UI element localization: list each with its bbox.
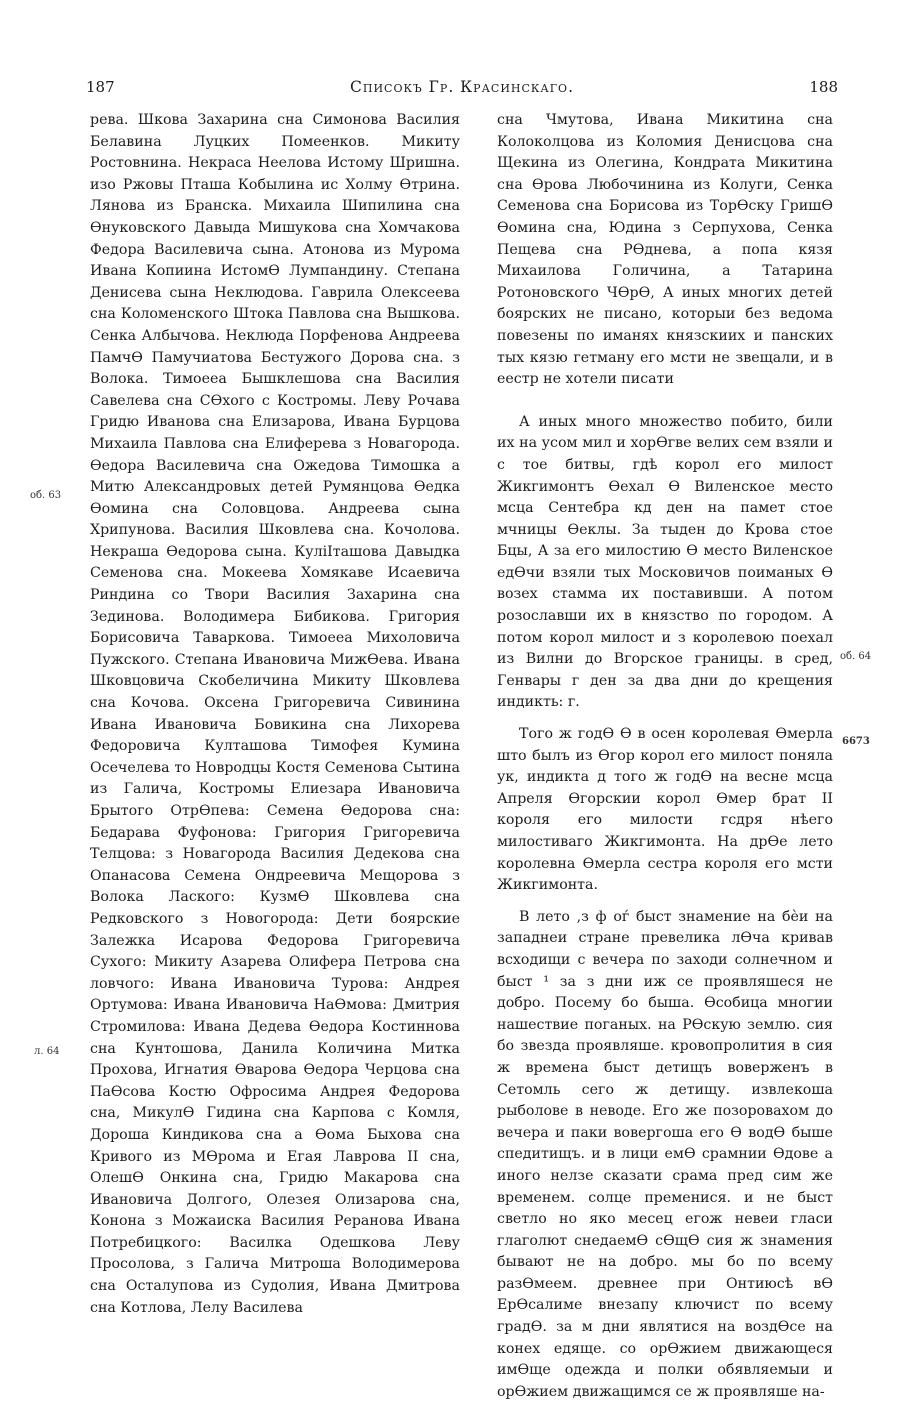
page-number-left: 187 (86, 78, 115, 96)
margin-note-folio: об. 63 (30, 490, 62, 501)
page-number-right: 188 (809, 78, 838, 96)
margin-note-folio: л. 64 (34, 1046, 60, 1057)
paragraph: А иных много множество побито, били их на усом мил и хорӨгве велих сем взяли и с тое битвы, гдѣ корол его милост Жикгимонтъ Өехал Ө Виленское место мсца Сентебра кд ден на памет стое мчницы Өеклы. За тыден до Крова стое Бцы, А за его милостию Ө место Виленское едӨчи взяли тых Московичов поиманых Ө возех стамма их поставивши. А потом розославши их в князство по городом. А потом корол милост и з королевою поехал из Вилни до Вгорское границы. в сред, Генвары г ден за два дни до крещения индикть: г. (497, 413, 833, 711)
right-column (497, 110, 833, 1403)
page-header (86, 74, 838, 100)
margin-note-folio: об. 64 (840, 651, 872, 662)
paragraph: рева. Шкова Захарина сна Симонова Василия Белавина Луцких Помеенков. Микиту Ростовнина. Некраса Неелова Истому Шришна. изо Ржовы Пташа Кобылина ис Холму Өтрина. Лянова из Бранска. Михаила Шипилина сна Өнуковского Давыда Мишукова сна Хомчакова Федора Василевича сына. Атонова из Мурома Ивана Копиина ИстомӨ Лумпандину. Степана Денисева сына Неклюдова. Гаврила Олексеева сна Коломенского Штока Павлова сна Вышкова. Сенка Албычова. Неклюда Порфенова Андреева ПамчӨ Памучиатова Бестужого Дорова сна. з Волока. Тимоееа Бышклешова сна Василия Савелева сна СӨхого с Костромы. Леву Рочава Гридю Иванова сна Елизарова, Ивана Бурцова Михаила Павлова сна Елиферева з Новагорода. Өедора Василевича сна Ожедова Тимошка а Митю Александровых детей Румянцова Өедка Өомина сна Соловцова. Андреева сына Хрипунова. Василия Шковлева сна. Кочолова. Некраша Өедорова сына. КуліІташова Давыдка Семенова сна. Мокеева Хомякаве Исаевича Риндина со Твори Василия Захарина сна Зединова. Володимера Бибикова. Григория Борисовича Таваркова. Тимоееа Михоловича Пужского. Степана Ивановича МижӨева. Ивана Шковцовича Скобеличина Микиту Шковлева сна Кочова. Оксена Григоревича Сивинина Ивана Ивановича Бовикина сна Лихорева Федоровича Култашова Тимофея Кумина Осечелева то Новродцы Костя Семенова Сытина из Галича, Костромы Елиезара Ивановича Брытого ОтрӨпева: Семена Өедорова сна: Бедарава Фуфонова: Григория Григоревича Телцова: з Новагорода Василия Дедекова сна Опанасова Семена Ондреевича Мещорова з Волока Лаского: КузмӨ Шковлева сна Редковского з Новогорода: Дети боярские Залежка Исарова Федорова Григоревича Сухого: Микиту Азарева Олифера Петрова сна ловчого: Ивана Ивановича Турова: Андрея Ортумова: Ивана Ивановича НаӨмова: Дмитрия Стромилова: Ивана Дедева Өедора Костиннова сна Кунтошова, Данила Количина Митка Прохова, Игнатия Өварова Өедора Черцова сна ПаӨсова Костю Офросима Андрея Федорова сна, МикулӨ Гидина сна Карпова с Комля, Дороша Киндикова сна а Өома Быхова сна Кривого из МӨрома и Егая Лаврова ІІ сна, ОлешӨ Онкина сна, Гридю Макарова сна Ивановича Долгого, Олезея Олизарова сна, Конона з Можаиска Василия Реранова Ивана Потребицкого: Василка Одешкова Леву Просолова, з Галича Митроша Володимерова сна Осталупова из Судолия, Ивана Дмитрова сна Котлова, Лелу Василева (90, 112, 460, 1316)
paragraph: сна Чмутова, Ивана Микитина сна Колоколцова из Коломия Денисцова сна Щекина из Олегина, Кондрата Микитина сна Өрова Любочинина из Колуги, Сенка Семенова сна Борисова из ТорӨску ГришӨ Өомина сна, Юдина з Серпухова, Сенка Пещева сна РӨднева, а попа кязя Михаилова Голичина, а Татарина Ротоновского ЧӨрӨ, А иных многих детей боярских не писано, которыи без ведома повезены по иманях князскиих и панских тых кязю гетману его мсти не звещали, и в еестр не хотели писати (497, 112, 833, 388)
paragraph: Того ж годӨ Ө в осен королевая Өмерла што былъ из Өгор корол его милост поняла ук, индикта д того ж годӨ на весне мсца Апреля Өгорскии корол Өмер брат ІІ короля его милости гсдря нѣего милостиваго Жикгимонта. На дрӨе лето королевна Өмерла сестра короля его мсти Жикгимонта. (497, 726, 833, 894)
paragraph: В лето ,з ф оѓ быст знамение на бѐи на западнеи стране превелика лӨча кривав всходищи с вечера по заходи солнечном и быст ¹ за з дни иж се проявляшеся не добро. Посему бо быша. Өсобица многии нашествие поганых. на РӨскую землю. сия бо звезда проявляше. кровопролития в сия ж времена быст детищъ воверженъ в Сетомль сего ж детищу. извлекоша рыболове в неводе. Его же позоровахом до вечера и паки вовергоша его Ө водӨ быше спедитищъ. и в лици емӨ срамнии Өдове а иного нелзе сказати срама пред сим же временем. солце пременися. и не быст светло но яко месец егож невеи гласи глаголют снедаемӨ сӨщӨ сия ж знамения бывают не на добро. мы бо по всему разӨмеем. древнее при Онтиюсѣ вӨ ЕрӨсалиме внезапу ключист по всему градӨ. за м дни являтися на воздӨсе на конех едяще. со орӨжием движающеся имӨще одежда и полки обявляемыи и орӨжием движащимся се ж проявляше на- (497, 908, 833, 1400)
margin-note-year: 6673 (842, 736, 870, 747)
running-title: Списокъ Гр. Красинскаго. (350, 78, 574, 96)
left-column (90, 110, 460, 1319)
